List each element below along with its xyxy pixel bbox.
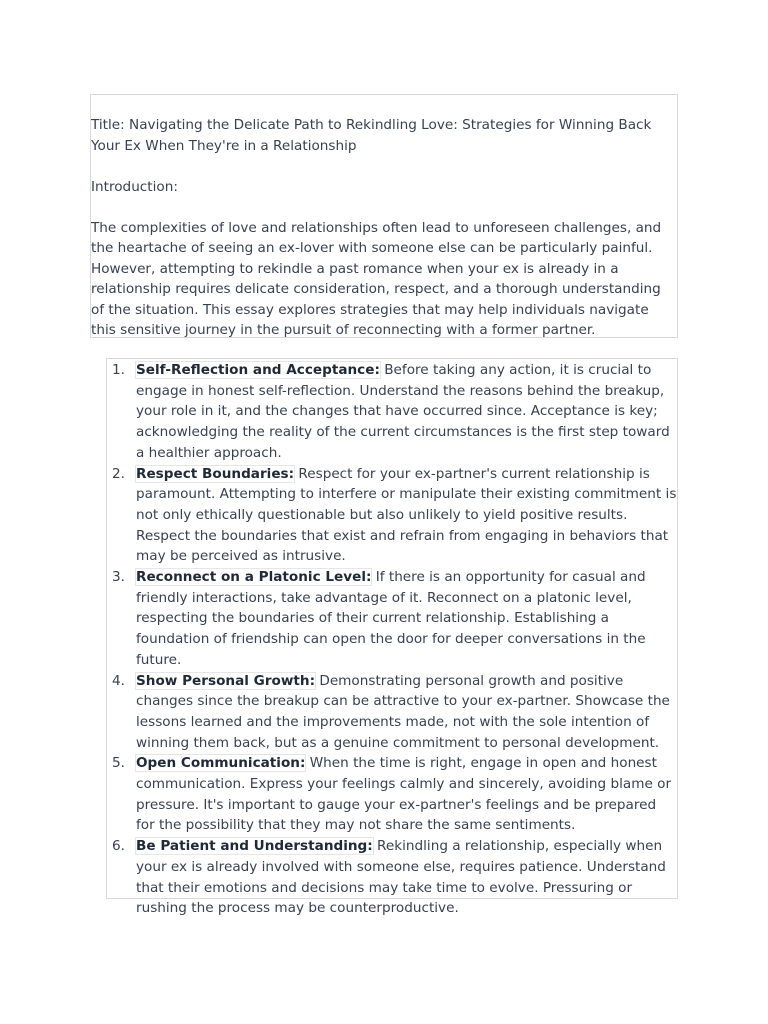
list-item-number: 3.	[112, 569, 125, 586]
list-item-heading: Respect Boundaries:	[136, 465, 295, 482]
list-item-number: 5.	[112, 755, 125, 772]
list-item-heading: Self-Reflection and Acceptance:	[136, 362, 380, 378]
list-item	[107, 464, 677, 568]
list-item-heading: Be Patient and Understanding:	[136, 838, 373, 855]
list-item	[107, 836, 677, 919]
list-item	[107, 360, 677, 464]
list-item-number: 1.	[112, 362, 125, 378]
introduction-paragraph: The complexities of love and relationships often lead to unforeseen challenges, and the heartache of seeing an ex-lover with someone else can be particularly painful. However, attempting to rekindle a past romance when your ex is already in a relationship requires delicate consideration, respect, and a thorough understanding of the situation. This essay explores strategies that may help individuals navigate this sensitive journey in the pursuit of reconnecting with a former partner.	[91, 219, 662, 338]
list-item-heading: Show Personal Growth:	[136, 672, 316, 689]
list-item-text: Before taking any action, it is crucial to engage in honest self-reflection. Understand the reasons behind the breakup, your role in it, and the changes that have occurred since. Acceptance is key; acknowledging the reality of the current circumstances is the first step toward a healthier approach.	[136, 362, 670, 461]
list-item-text: If there is an opportunity for casual and friendly interactions, take advantage of it. Reconnect on a platonic level, respecting the boundaries of their current relationship. Establishing a foundation of friendship can open the door for deeper conversations in the future.	[136, 569, 646, 668]
list-item-text: When the time is right, engage in open and honest communication. Express your feelings calmly and sincerely, avoiding blame or pressure. It's important to gauge your ex-partner's feelings and be prepared for the possibility that they may not share the same sentiments.	[136, 755, 672, 834]
list-item-heading: Reconnect on a Platonic Level:	[136, 569, 372, 586]
list-item-text: Demonstrating personal growth and positive changes since the breakup can be attractive to your ex-partner. Showcase the lessons learned and the improvements made, not with the sole intention of winning them back, but as a genuine commitment to personal development.	[136, 672, 670, 751]
strategies-section	[106, 358, 678, 917]
introduction-section	[90, 94, 678, 338]
list-item-text: Rekindling a relationship, especially when your ex is already involved with someone else, requires patience. Understand that their emotions and decisions may take time to evolve. Pressuring or rushing the process may be counterproductive.	[136, 838, 666, 917]
list-item-number: 6.	[112, 838, 125, 855]
list-item	[107, 753, 677, 836]
introduction-heading: Introduction:	[91, 178, 178, 195]
list-item-text: Respect for your ex-partner's current relationship is paramount. Attempting to interfere or manipulate their existing commitment is not only ethically questionable but also unlikely to yield positive results. Respect the boundaries that exist and refrain from engaging in behaviors that may be perceived as intrusive.	[136, 465, 677, 565]
list-item	[107, 671, 677, 754]
essay-title: Title: Navigating the Delicate Path to Rekindling Love: Strategies for Winning Back Your Ex When They're in a Relationship	[91, 117, 652, 154]
list-item-number: 4.	[112, 672, 125, 689]
strategies-list	[107, 360, 677, 919]
list-item-number: 2.	[112, 465, 125, 482]
list-item	[107, 567, 677, 671]
list-item-heading: Open Communication:	[136, 755, 306, 772]
